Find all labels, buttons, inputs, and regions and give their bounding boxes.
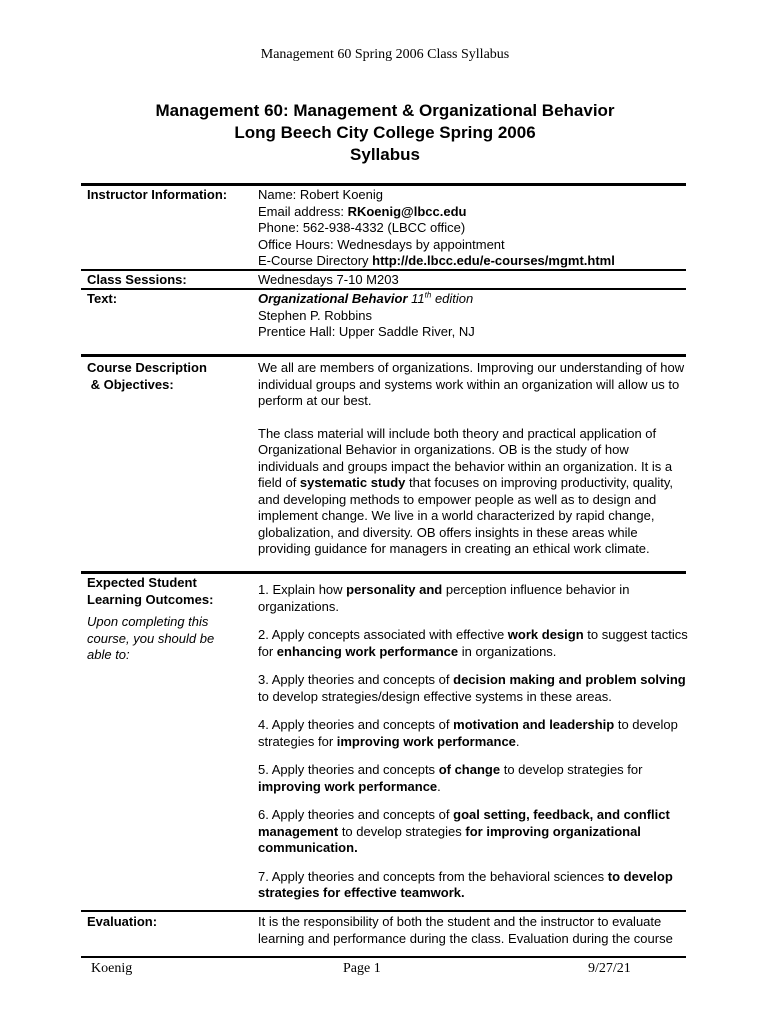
instructor-info: [258, 187, 688, 270]
section-divider: [81, 183, 686, 186]
instructor-email[interactable]: RKoenig@lbcc.edu: [347, 203, 467, 219]
ecourse-line: E-Course Directory http://de.lbcc.edu/e-courses/mgmt.html: [258, 253, 615, 268]
outcomes-list: [258, 582, 688, 914]
description-label: Course Description & Objectives:: [87, 360, 207, 392]
instructor-name: Name: Robert Koenig: [258, 187, 384, 202]
description-para-2: The class material will include both theory and practical application of Organizational Behavior in organizations. OB is the study of how individuals and groups impact the behavior within an organization. It is a field of systematic study that focuses on improving productivity, quality, and developing methods to empower people as well as to design and implement change. We live in a world characterized by rapid change, globalization, and diversity. OB offers insights in these areas while providing guidance for managers in creating an ethical work climate.: [258, 425, 674, 556]
outcome-5: 5. Apply theories and concepts of change to develop strategies for improving work performance.: [258, 762, 643, 794]
outcome-4: 4. Apply theories and concepts of motivation and leadership to develop strategies for improving work performance.: [258, 717, 678, 749]
evaluation-text: It is the responsibility of both the student and the instructor to evaluate learning and performance during the class. Evaluation during the course: [258, 914, 673, 946]
description-para-1: We all are members of organizations. Improving our understanding of how individual groups and systems work within an organization will allow us to perform at our best.: [258, 360, 685, 408]
title-line-3: Syllabus: [350, 145, 420, 164]
office-hours: Office Hours: Wednesdays by appointment: [258, 236, 505, 252]
instructor-phone: Phone: 562-938-4332 (LBCC office): [258, 220, 466, 235]
outcomes-subtitle: Upon completing this course, you should be able to:: [87, 614, 215, 662]
sessions-label: Class Sessions:: [87, 272, 187, 287]
footer-author: Koenig: [91, 961, 133, 976]
outcomes-label: Expected Student Learning Outcomes:: [87, 575, 214, 607]
section-divider: [81, 354, 686, 357]
textbook-title-line: Organizational Behavior 11th edition: [258, 290, 474, 306]
course-description: [258, 360, 688, 558]
title-line-1: Management 60: Management & Organizational Behavior: [155, 101, 615, 120]
outcome-1: 1. Explain how personality and perception influence behavior in organizations.: [258, 582, 630, 614]
page-title: [0, 100, 770, 166]
running-header: Management 60 Spring 2006 Class Syllabus: [260, 47, 510, 62]
outcome-2: 2. Apply concepts associated with effective work design to suggest tactics for enhancing work performance in organizations.: [258, 627, 688, 659]
section-divider: [81, 910, 686, 912]
instructor-email-line: Email address: RKoenig@lbcc.edu: [258, 203, 467, 219]
sessions-value: Wednesdays 7-10 M203: [258, 272, 399, 287]
instructor-label: Instructor Information:: [87, 187, 228, 202]
outcome-6: 6. Apply theories and concepts of goal setting, feedback, and conflict management to develop strategies for improving organizational communication.: [258, 807, 670, 855]
section-divider: [81, 288, 686, 290]
text-label: Text:: [87, 291, 118, 306]
textbook-info: [258, 291, 688, 341]
outcome-3: 3. Apply theories and concepts of decision making and problem solving to develop strategies/design effective systems in these areas.: [258, 672, 686, 704]
textbook-publisher: Prentice Hall: Upper Saddle River, NJ: [258, 324, 475, 339]
ecourse-link[interactable]: http://de.lbcc.edu/e-courses/mgmt.html: [372, 253, 615, 268]
footer-date: 9/27/21: [588, 961, 631, 976]
outcome-7: 7. Apply theories and concepts from the behavioral sciences to develop strategies for effective teamwork.: [258, 868, 673, 900]
footer-page-number: Page 1: [343, 961, 381, 976]
section-divider: [81, 571, 686, 574]
footer-divider: [81, 956, 686, 958]
title-line-2: Long Beech City College Spring 2006: [234, 123, 536, 142]
evaluation-label: Evaluation:: [87, 914, 158, 929]
textbook-title: Organizational Behavior: [258, 291, 408, 306]
section-divider: [81, 269, 686, 271]
textbook-author: Stephen P. Robbins: [258, 307, 372, 323]
